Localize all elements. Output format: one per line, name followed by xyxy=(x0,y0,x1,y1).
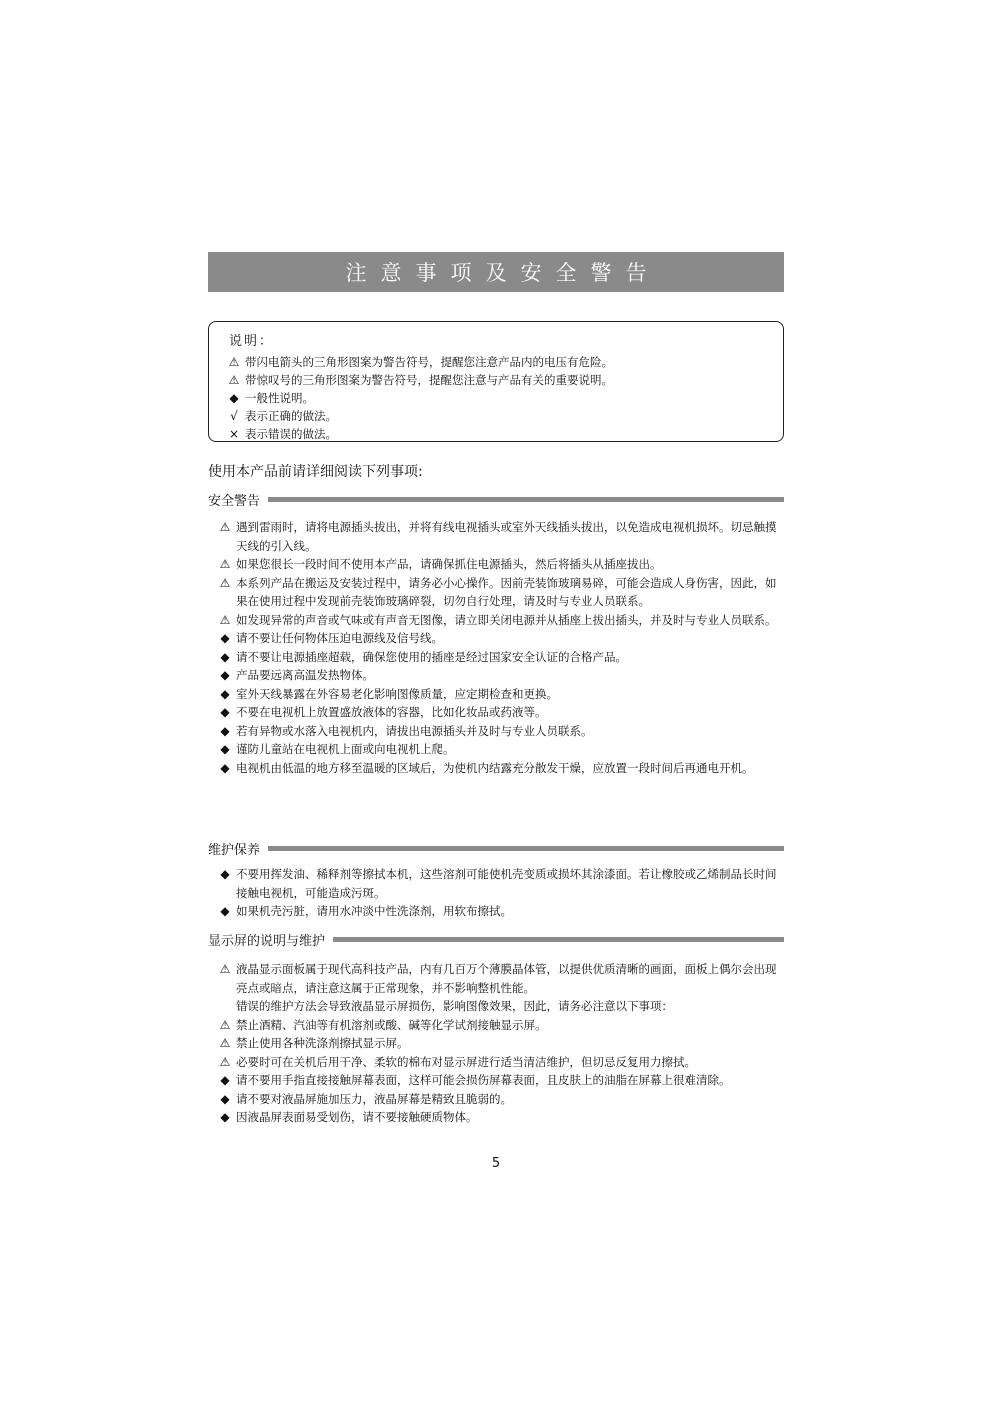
diamond-bullet-icon: ◆ xyxy=(220,742,230,756)
diamond-bullet-icon: ◆ xyxy=(220,705,230,719)
section-heading-display xyxy=(208,929,784,949)
cross-icon: × xyxy=(228,427,240,441)
page-title: 注意事项及安全警告 xyxy=(208,252,784,292)
lightning-warning-icon: ⚠ xyxy=(228,355,240,369)
safety-warning-list xyxy=(214,518,786,777)
diamond-bullet-icon: ◆ xyxy=(220,1110,230,1124)
warning-triangle-icon: ⚠ xyxy=(219,1054,231,1069)
diamond-bullet-icon: ◆ xyxy=(220,867,230,881)
section-rule xyxy=(268,497,784,502)
legend-text: 表示错误的做法。 xyxy=(245,427,337,441)
page-number: 5 xyxy=(491,1156,501,1171)
list-item: ◆ 产品要远离高温发热物体。 xyxy=(214,666,786,685)
list-item: 错误的维护方法会导致液晶显示屏损伤，影响图像效果，因此，请务必注意以下事项： xyxy=(236,999,673,1013)
section-heading-safety xyxy=(208,489,784,509)
list-item: ⚠ 如果您很长一段时间不使用本产品，请确保抓住电源插头，然后将插头从插座拔出。 xyxy=(214,555,786,574)
list-item: ◆ 不要在电视机上放置盛放液体的容器，比如化妆品或药液等。 xyxy=(214,703,786,722)
list-item: ◆ 电视机由低温的地方移至温暖的区域后，为使机内结露充分散发干燥，应放置一段时间后再通电开机。 xyxy=(214,759,786,778)
legend-text: 一般性说明。 xyxy=(245,391,314,405)
warning-triangle-icon: ⚠ xyxy=(219,612,231,627)
warning-triangle-icon: ⚠ xyxy=(219,1017,231,1032)
diamond-bullet-icon: ◆ xyxy=(220,723,230,738)
diamond-bullet-icon: ◆ xyxy=(220,649,230,664)
list-item: ◆ 请不要让任何物体压迫电源线及信号线。 xyxy=(214,629,786,648)
section-heading-label: 显示屏的说明与维护 xyxy=(208,933,326,949)
list-item: ◆ 请不要对液晶屏施加压力，液晶屏幕是精致且脆弱的。 xyxy=(214,1090,786,1109)
diamond-bullet-icon: ◆ xyxy=(220,686,230,701)
legend-text: 带惊叹号的三角形图案为警告符号，提醒您注意与产品有关的重要说明。 xyxy=(245,373,613,387)
diamond-bullet-icon: ◆ xyxy=(220,904,230,918)
legend-box xyxy=(208,321,784,442)
list-item: ◆ 如果机壳污脏，请用水冲淡中性洗涤剂，用软布擦拭。 xyxy=(214,902,786,921)
legend-text: 带闪电箭头的三角形图案为警告符号，提醒您注意产品内的电压有危险。 xyxy=(245,355,613,369)
exclamation-warning-icon: ⚠ xyxy=(228,373,240,387)
warning-triangle-icon: ⚠ xyxy=(219,962,231,976)
diamond-bullet-icon: ◆ xyxy=(220,668,230,682)
display-care-list xyxy=(214,960,786,1127)
legend-row xyxy=(223,353,771,371)
legend-row xyxy=(223,407,771,425)
legend-row xyxy=(223,425,771,443)
list-item: ⚠ 禁止酒精、汽油等有机溶剂或酸、碱等化学试剂接触显示屏。 xyxy=(214,1016,786,1035)
list-item: ◆ 谨防儿童站在电视机上面或向电视机上爬。 xyxy=(214,740,786,759)
section-heading-label: 安全警告 xyxy=(208,493,261,509)
list-item: ◆ 不要用挥发油、稀释剂等擦拭本机，这些溶剂可能使机壳变质或损坏其涂漆面。若让橡胶或乙烯制品长时间接触电视机，可能造成污斑。 xyxy=(214,865,786,902)
section-heading-maintenance xyxy=(208,838,784,858)
list-item: ◆ 请不要用手指直接接触屏幕表面，这样可能会损伤屏幕表面，且皮肤上的油脂在屏幕上很难清除。 xyxy=(214,1071,786,1090)
list-item: ⚠ 遇到雷雨时，请将电源插头拔出，并将有线电视插头或室外天线插头拔出，以免造成电视机损坏。切忌触摸天线的引入线。 xyxy=(214,518,786,555)
section-rule xyxy=(333,937,784,942)
legend-row xyxy=(223,371,771,389)
legend-row xyxy=(223,389,771,407)
warning-triangle-icon: ⚠ xyxy=(219,575,231,590)
list-item: ◆ 因液晶屏表面易受划伤，请不要接触硬质物体。 xyxy=(214,1108,786,1127)
warning-triangle-icon: ⚠ xyxy=(219,520,231,534)
diamond-bullet-icon: ◆ xyxy=(220,631,230,645)
list-item: ⚠ 必要时可在关机后用干净、柔软的棉布对显示屏进行适当清洁维护，但切忌反复用力擦拭。 xyxy=(214,1053,786,1072)
warning-triangle-icon: ⚠ xyxy=(219,557,231,571)
list-item: ⚠ 禁止使用各种洗涤剂擦拭显示屏。 xyxy=(214,1034,786,1053)
list-item: ◆ 请不要让电源插座超载，确保您使用的插座是经过国家安全认证的合格产品。 xyxy=(214,648,786,667)
diamond-bullet-icon: ◆ xyxy=(220,1073,230,1087)
list-item: ⚠ 本系列产品在搬运及安装过程中，请务必小心操作。因前壳装饰玻璃易碎，可能会造成人身伤害，因此，如果在使用过程中发现前壳装饰玻璃碎裂，切勿自行处理，请及时与专业人员联系。 xyxy=(214,574,786,611)
section-rule xyxy=(268,846,784,851)
list-item: ◆ 若有异物或水落入电视机内，请拔出电源插头并及时与专业人员联系。 xyxy=(214,722,786,741)
maintenance-list xyxy=(214,865,786,921)
check-icon: √ xyxy=(230,409,238,423)
warning-triangle-icon: ⚠ xyxy=(219,1036,231,1050)
legend-text: 表示正确的做法。 xyxy=(245,409,337,423)
list-item: ◆ 室外天线暴露在外容易老化影响图像质量，应定期检查和更换。 xyxy=(214,685,786,704)
section-heading-label: 维护保养 xyxy=(208,842,261,858)
diamond-bullet-icon: ◆ xyxy=(220,760,230,775)
diamond-bullet-icon: ◆ xyxy=(220,1091,230,1106)
list-item: ⚠ 液晶显示面板属于现代高科技产品，内有几百万个薄膜晶体管，以提供优质清晰的画面，面板上偶尔会出现亮点或暗点，请注意这属于正常现象，并不影响整机性能。 xyxy=(214,960,786,997)
legend-title: 说明： xyxy=(229,334,275,349)
diamond-bullet-icon: ◆ xyxy=(229,391,239,405)
list-item: ⚠ 如发现异常的声音或气味或有声音无图像，请立即关闭电源并从插座上拔出插头，并及时与专业人员联系。 xyxy=(214,611,786,630)
intro-text: 使用本产品前请详细阅读下列事项: xyxy=(208,464,423,480)
